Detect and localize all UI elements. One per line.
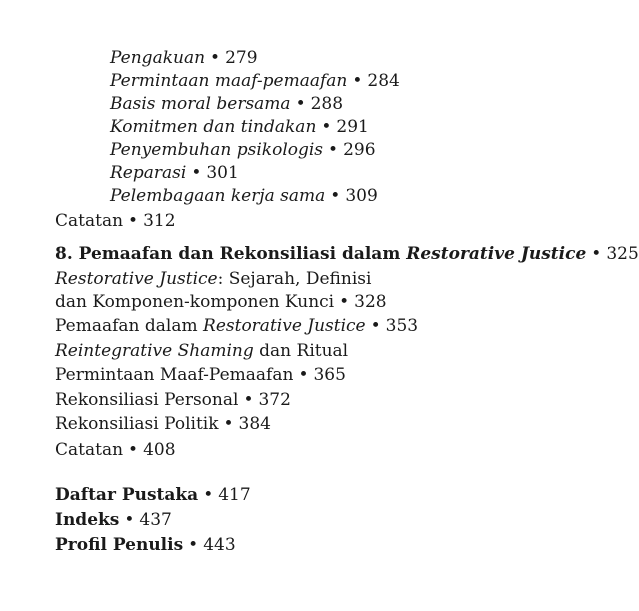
entry-title: Pelembagaan kerja sama (110, 186, 326, 206)
page-number: 284 (367, 71, 400, 91)
bullet: • (321, 117, 332, 137)
toc-entry (110, 139, 376, 161)
page-number: 301 (206, 163, 239, 183)
entry-title: Komitmen dan tindakan (110, 117, 317, 137)
toc-entry (55, 389, 291, 411)
bullet: • (203, 485, 214, 505)
page-number: 288 (310, 94, 344, 114)
page-number: 365 (313, 365, 346, 385)
bullet: • (191, 163, 202, 183)
bullet: • (223, 414, 234, 434)
toc-entry-back-matter (55, 534, 236, 556)
chapter-heading (55, 243, 639, 265)
entry-title: Penyembuhan psikologis (110, 140, 324, 160)
toc-entry-back-matter (55, 509, 172, 531)
page-number: 443 (203, 535, 236, 555)
page-number: 408 (143, 440, 176, 460)
bullet: • (128, 440, 139, 460)
entry-title: Pemaafan dalam (55, 316, 204, 336)
entry-title: Catatan (55, 211, 124, 231)
entry-title-italic: Restorative Justice (55, 269, 218, 289)
entry-title: Daftar Pustaka (55, 485, 199, 505)
toc-entry (55, 413, 271, 435)
bullet: • (370, 316, 381, 336)
page-number: 437 (139, 510, 172, 530)
entry-title-italic: Reintegrative Shaming (55, 341, 254, 361)
chapter-title-italic: Restorative Justice (406, 244, 587, 264)
toc-entry-continued (55, 291, 387, 313)
toc-entry-back-matter (55, 484, 251, 506)
page-number: 372 (258, 390, 291, 410)
entry-title: Catatan (55, 440, 124, 460)
bullet: • (328, 140, 339, 160)
toc-entry (55, 340, 348, 362)
entry-title: Pengakuan (110, 48, 206, 68)
entry-title: dan Komponen-komponen Kunci (55, 292, 335, 312)
toc-entry (110, 47, 258, 69)
toc-entry (110, 162, 239, 184)
page-number: 353 (385, 316, 419, 336)
bullet: • (298, 365, 309, 385)
bullet: • (243, 390, 254, 410)
toc-entry-continued (55, 364, 346, 386)
bullet: • (591, 244, 602, 264)
toc-entry (55, 268, 371, 290)
bullet: • (339, 292, 350, 312)
toc-entry (110, 185, 378, 207)
page-number: 296 (343, 140, 376, 160)
toc-entry-catatan (55, 210, 176, 232)
entry-title: Permintaan maaf-pemaafan (110, 71, 348, 91)
page-number: 328 (354, 292, 387, 312)
toc-entry-catatan (55, 439, 176, 461)
bullet: • (210, 48, 221, 68)
bullet: • (188, 535, 199, 555)
page-number: 312 (143, 211, 176, 231)
chapter-title: 8. Pemaafan dan Rekonsiliasi dalam (55, 244, 407, 264)
page-number: 279 (225, 48, 258, 68)
page-number: 309 (345, 186, 378, 206)
entry-title: Permintaan Maaf-Pemaafan (55, 365, 294, 385)
entry-title: Indeks (55, 510, 120, 530)
page-number: 291 (336, 117, 369, 137)
entry-title: Rekonsiliasi Politik (55, 414, 219, 434)
page-number: 417 (218, 485, 251, 505)
entry-title: Profil Penulis (55, 535, 184, 555)
bullet: • (124, 510, 135, 530)
page-number: 325 (606, 244, 639, 264)
bullet: • (128, 211, 139, 231)
toc-entry (110, 70, 400, 92)
toc-entry (110, 93, 343, 115)
entry-title: Reparasi (110, 163, 187, 183)
entry-title: dan Ritual (253, 341, 349, 361)
entry-title: : Sejarah, Definisi (217, 269, 372, 289)
entry-title: Rekonsiliasi Personal (55, 390, 239, 410)
toc-entry (55, 315, 418, 337)
bullet: • (330, 186, 341, 206)
entry-title-italic: Restorative Justice (203, 316, 366, 336)
toc-entry (110, 116, 369, 138)
entry-title: Basis moral bersama (110, 94, 291, 114)
bullet: • (352, 71, 363, 91)
bullet: • (295, 94, 306, 114)
page-number: 384 (238, 414, 271, 434)
